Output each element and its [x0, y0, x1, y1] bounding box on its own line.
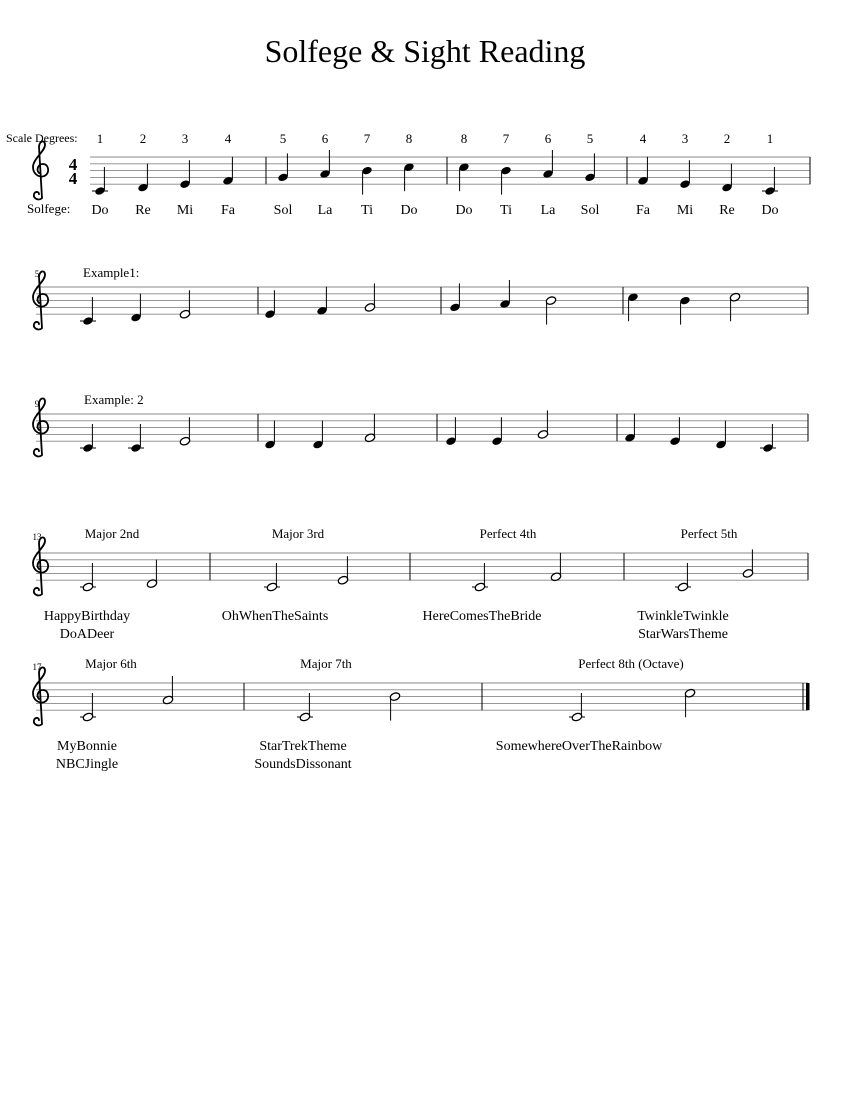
solfege-syllable: Do — [761, 203, 779, 218]
song-reference: TwinkleTwinkle — [637, 609, 729, 625]
note-D4-quarter — [715, 421, 727, 450]
scale-degree: 1 — [766, 131, 774, 146]
interval-label: Perfect 5th — [680, 526, 738, 541]
note-A4-quarter — [542, 150, 554, 179]
note-D4-quarter — [130, 294, 142, 323]
scale-degree: 2 — [723, 131, 731, 146]
song-reference: SomewhereOverTheRainbow — [495, 739, 663, 755]
note-D4-quarter — [721, 164, 733, 193]
note-B4-quarter — [679, 296, 691, 325]
note-C4-quarter — [80, 424, 96, 453]
solfege-syllable: Do — [455, 203, 473, 218]
note-G4-half — [742, 549, 754, 578]
note-C5-half — [684, 688, 696, 717]
time-signature-top: 4 — [68, 155, 78, 174]
note-E4-quarter — [445, 417, 457, 446]
scale-degree: 3 — [181, 131, 189, 146]
note-C4-quarter — [92, 167, 108, 196]
solfege-syllable: Fa — [221, 203, 235, 218]
note-C4-half — [675, 563, 691, 592]
page-title: Solfege & Sight Reading — [264, 33, 586, 69]
scale-degree: 8 — [460, 131, 468, 146]
note-E4-half — [179, 417, 191, 446]
song-reference: NBCJingle — [55, 757, 119, 773]
solfege-syllable: Re — [135, 203, 151, 218]
note-B4-half — [545, 296, 557, 325]
note-C5-quarter — [627, 292, 639, 321]
song-reference: SoundsDissonant — [254, 757, 352, 773]
note-C4-half — [264, 563, 280, 592]
note-C4-half — [472, 563, 488, 592]
solfege-syllable: Sol — [580, 203, 600, 218]
scale-degree: 5 — [279, 131, 287, 146]
scale-degree: 8 — [405, 131, 413, 146]
interval-label: Major 7th — [300, 656, 352, 671]
note-C4-half — [569, 693, 585, 722]
staff-system — [33, 141, 810, 199]
song-reference: StarTrekTheme — [259, 739, 347, 755]
note-C4-half — [80, 693, 96, 722]
solfege-syllable: La — [317, 203, 333, 218]
scale-degree: 4 — [224, 131, 232, 146]
solfege-syllable: Sol — [273, 203, 293, 218]
song-reference: StarWarsTheme — [638, 627, 728, 643]
note-E4-quarter — [679, 160, 691, 189]
scale-degrees-label: Scale Degrees: — [6, 131, 78, 145]
final-barline-thick — [806, 683, 810, 710]
note-D4-quarter — [137, 164, 149, 193]
note-C5-half — [729, 292, 741, 321]
solfege-syllable: Ti — [361, 203, 373, 218]
measure-number: 17 — [32, 662, 42, 672]
note-G4-half — [537, 410, 549, 439]
note-A4-half — [162, 676, 174, 705]
interval-label: Major 2nd — [84, 526, 140, 541]
note-G4-quarter — [584, 153, 596, 182]
scale-degree: 3 — [681, 131, 689, 146]
note-C5-quarter — [403, 162, 415, 191]
time-signature-bottom: 4 — [68, 169, 78, 188]
note-C4-quarter — [80, 297, 96, 326]
note-F4-half — [364, 414, 376, 443]
note-F4-quarter — [316, 287, 328, 316]
song-reference: DoADeer — [59, 627, 115, 643]
note-C5-quarter — [458, 162, 470, 191]
interval-label: Major 3rd — [271, 526, 325, 541]
scale-degree: 1 — [96, 131, 104, 146]
note-G4-half — [364, 283, 376, 312]
interval-label: Major 6th — [85, 656, 137, 671]
staff-system — [33, 667, 810, 725]
note-C4-quarter — [128, 424, 144, 453]
example-label: Example: 2 — [84, 392, 144, 407]
solfege-syllable: Ti — [500, 203, 512, 218]
note-D4-quarter — [264, 421, 276, 450]
scale-degree: 5 — [586, 131, 594, 146]
note-F4-quarter — [637, 157, 649, 186]
note-B4-quarter — [361, 166, 373, 195]
note-B4-quarter — [500, 166, 512, 195]
solfege-syllable: Do — [400, 203, 418, 218]
note-E4-half — [179, 290, 191, 319]
scale-degree: 7 — [502, 131, 510, 146]
note-C4-half — [80, 563, 96, 592]
solfege-syllable: Mi — [676, 203, 694, 218]
note-C4-quarter — [762, 167, 778, 196]
example-label: Example1: — [83, 265, 140, 280]
note-C4-quarter — [760, 424, 776, 453]
scale-degree: 6 — [544, 131, 552, 146]
note-F4-quarter — [222, 157, 234, 186]
staff-system — [33, 271, 808, 329]
note-C4-half — [297, 693, 313, 722]
note-D4-half — [146, 560, 158, 589]
song-reference: MyBonnie — [57, 739, 117, 755]
note-E4-quarter — [179, 160, 191, 189]
note-F4-half — [550, 553, 562, 582]
treble-clef-icon — [33, 141, 48, 199]
solfege-syllable: Re — [719, 203, 735, 218]
scale-degree: 7 — [363, 131, 371, 146]
note-F4-quarter — [624, 414, 636, 443]
scale-degree: 6 — [321, 131, 329, 146]
note-G4-quarter — [277, 153, 289, 182]
song-reference: OhWhenTheSaints — [221, 609, 329, 625]
measure-number: 9 — [34, 399, 40, 409]
song-reference: HappyBirthday — [43, 609, 131, 625]
note-E4-quarter — [491, 417, 503, 446]
solfege-syllable: La — [540, 203, 556, 218]
note-A4-quarter — [499, 280, 511, 309]
solfege-syllable: Do — [91, 203, 109, 218]
scale-degree: 4 — [639, 131, 647, 146]
note-D4-quarter — [312, 421, 324, 450]
interval-label: Perfect 4th — [479, 526, 537, 541]
scale-degree: 2 — [139, 131, 147, 146]
note-A4-quarter — [319, 150, 331, 179]
interval-label: Perfect 8th (Octave) — [578, 656, 684, 671]
measure-number: 5 — [34, 269, 40, 279]
note-G4-quarter — [449, 283, 461, 312]
note-E4-quarter — [264, 290, 276, 319]
note-B4-half — [389, 692, 401, 721]
note-E4-half — [337, 556, 349, 585]
note-E4-quarter — [669, 417, 681, 446]
song-reference: HereComesTheBride — [422, 609, 542, 625]
staff-system — [33, 398, 808, 456]
solfege-label: Solfege: — [27, 201, 71, 216]
solfege-syllable: Fa — [636, 203, 650, 218]
staff-system — [33, 537, 808, 595]
measure-number: 13 — [32, 532, 42, 542]
solfege-syllable: Mi — [176, 203, 194, 218]
